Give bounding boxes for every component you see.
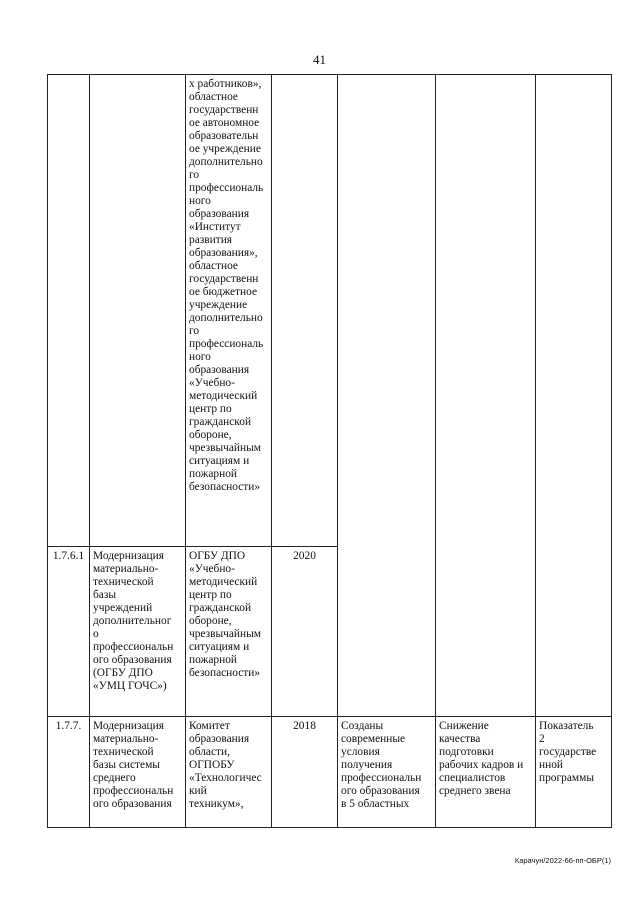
cell-indicator: Показатель 2 государстве нной программы — [536, 717, 612, 828]
cell-number: 1.7.7. — [48, 717, 90, 828]
cell-effect: Снижение качества подготовки рабочих кадров и специалистов среднего звена — [436, 717, 536, 828]
cell-year — [272, 75, 338, 547]
cell-year: 2018 — [272, 717, 338, 828]
cell-number — [48, 75, 90, 547]
cell-measure-name: Модернизация материально- технической базы системы среднего профессиональн ого образования — [90, 717, 186, 828]
document-footer-code: Карачун/2022-66-пп-ОБР(1) — [514, 856, 611, 865]
cell-result — [338, 75, 436, 717]
cell-executor: х работников», областное государственн ое автономное образовательн ое учреждение дополнительно го профессиональ ного образования «Институт развития образования», областное государственн ое бюджетное учреждение дополнительно го профессиональ ного образования «Учебно- методический центр по гражданской обороне, чрезвычайным ситуациям и пожарной безопасности» — [186, 75, 272, 547]
table-row — [48, 717, 612, 828]
table-row — [48, 75, 612, 547]
cell-measure-name: Модернизация материально- технической базы учреждений дополнительног о профессиональн ого образования (ОГБУ ДПО «УМЦ ГОЧС») — [90, 547, 186, 717]
program-measures-table — [47, 74, 612, 828]
page-number: 41 — [313, 52, 326, 67]
cell-executor: ОГБУ ДПО «Учебно- методический центр по гражданской обороне, чрезвычайным ситуациям и пожарной безопасности» — [186, 547, 272, 717]
cell-executor: Комитет образования области, ОГПОБУ «Технологичес кий техникум», — [186, 717, 272, 828]
cell-measure-name — [90, 75, 186, 547]
cell-effect — [436, 75, 536, 717]
cell-number: 1.7.6.1 — [48, 547, 90, 717]
cell-indicator — [536, 75, 612, 717]
cell-year: 2020 — [272, 547, 338, 717]
cell-result: Созданы современные условия получения профессиональн ого образования в 5 областных — [338, 717, 436, 828]
